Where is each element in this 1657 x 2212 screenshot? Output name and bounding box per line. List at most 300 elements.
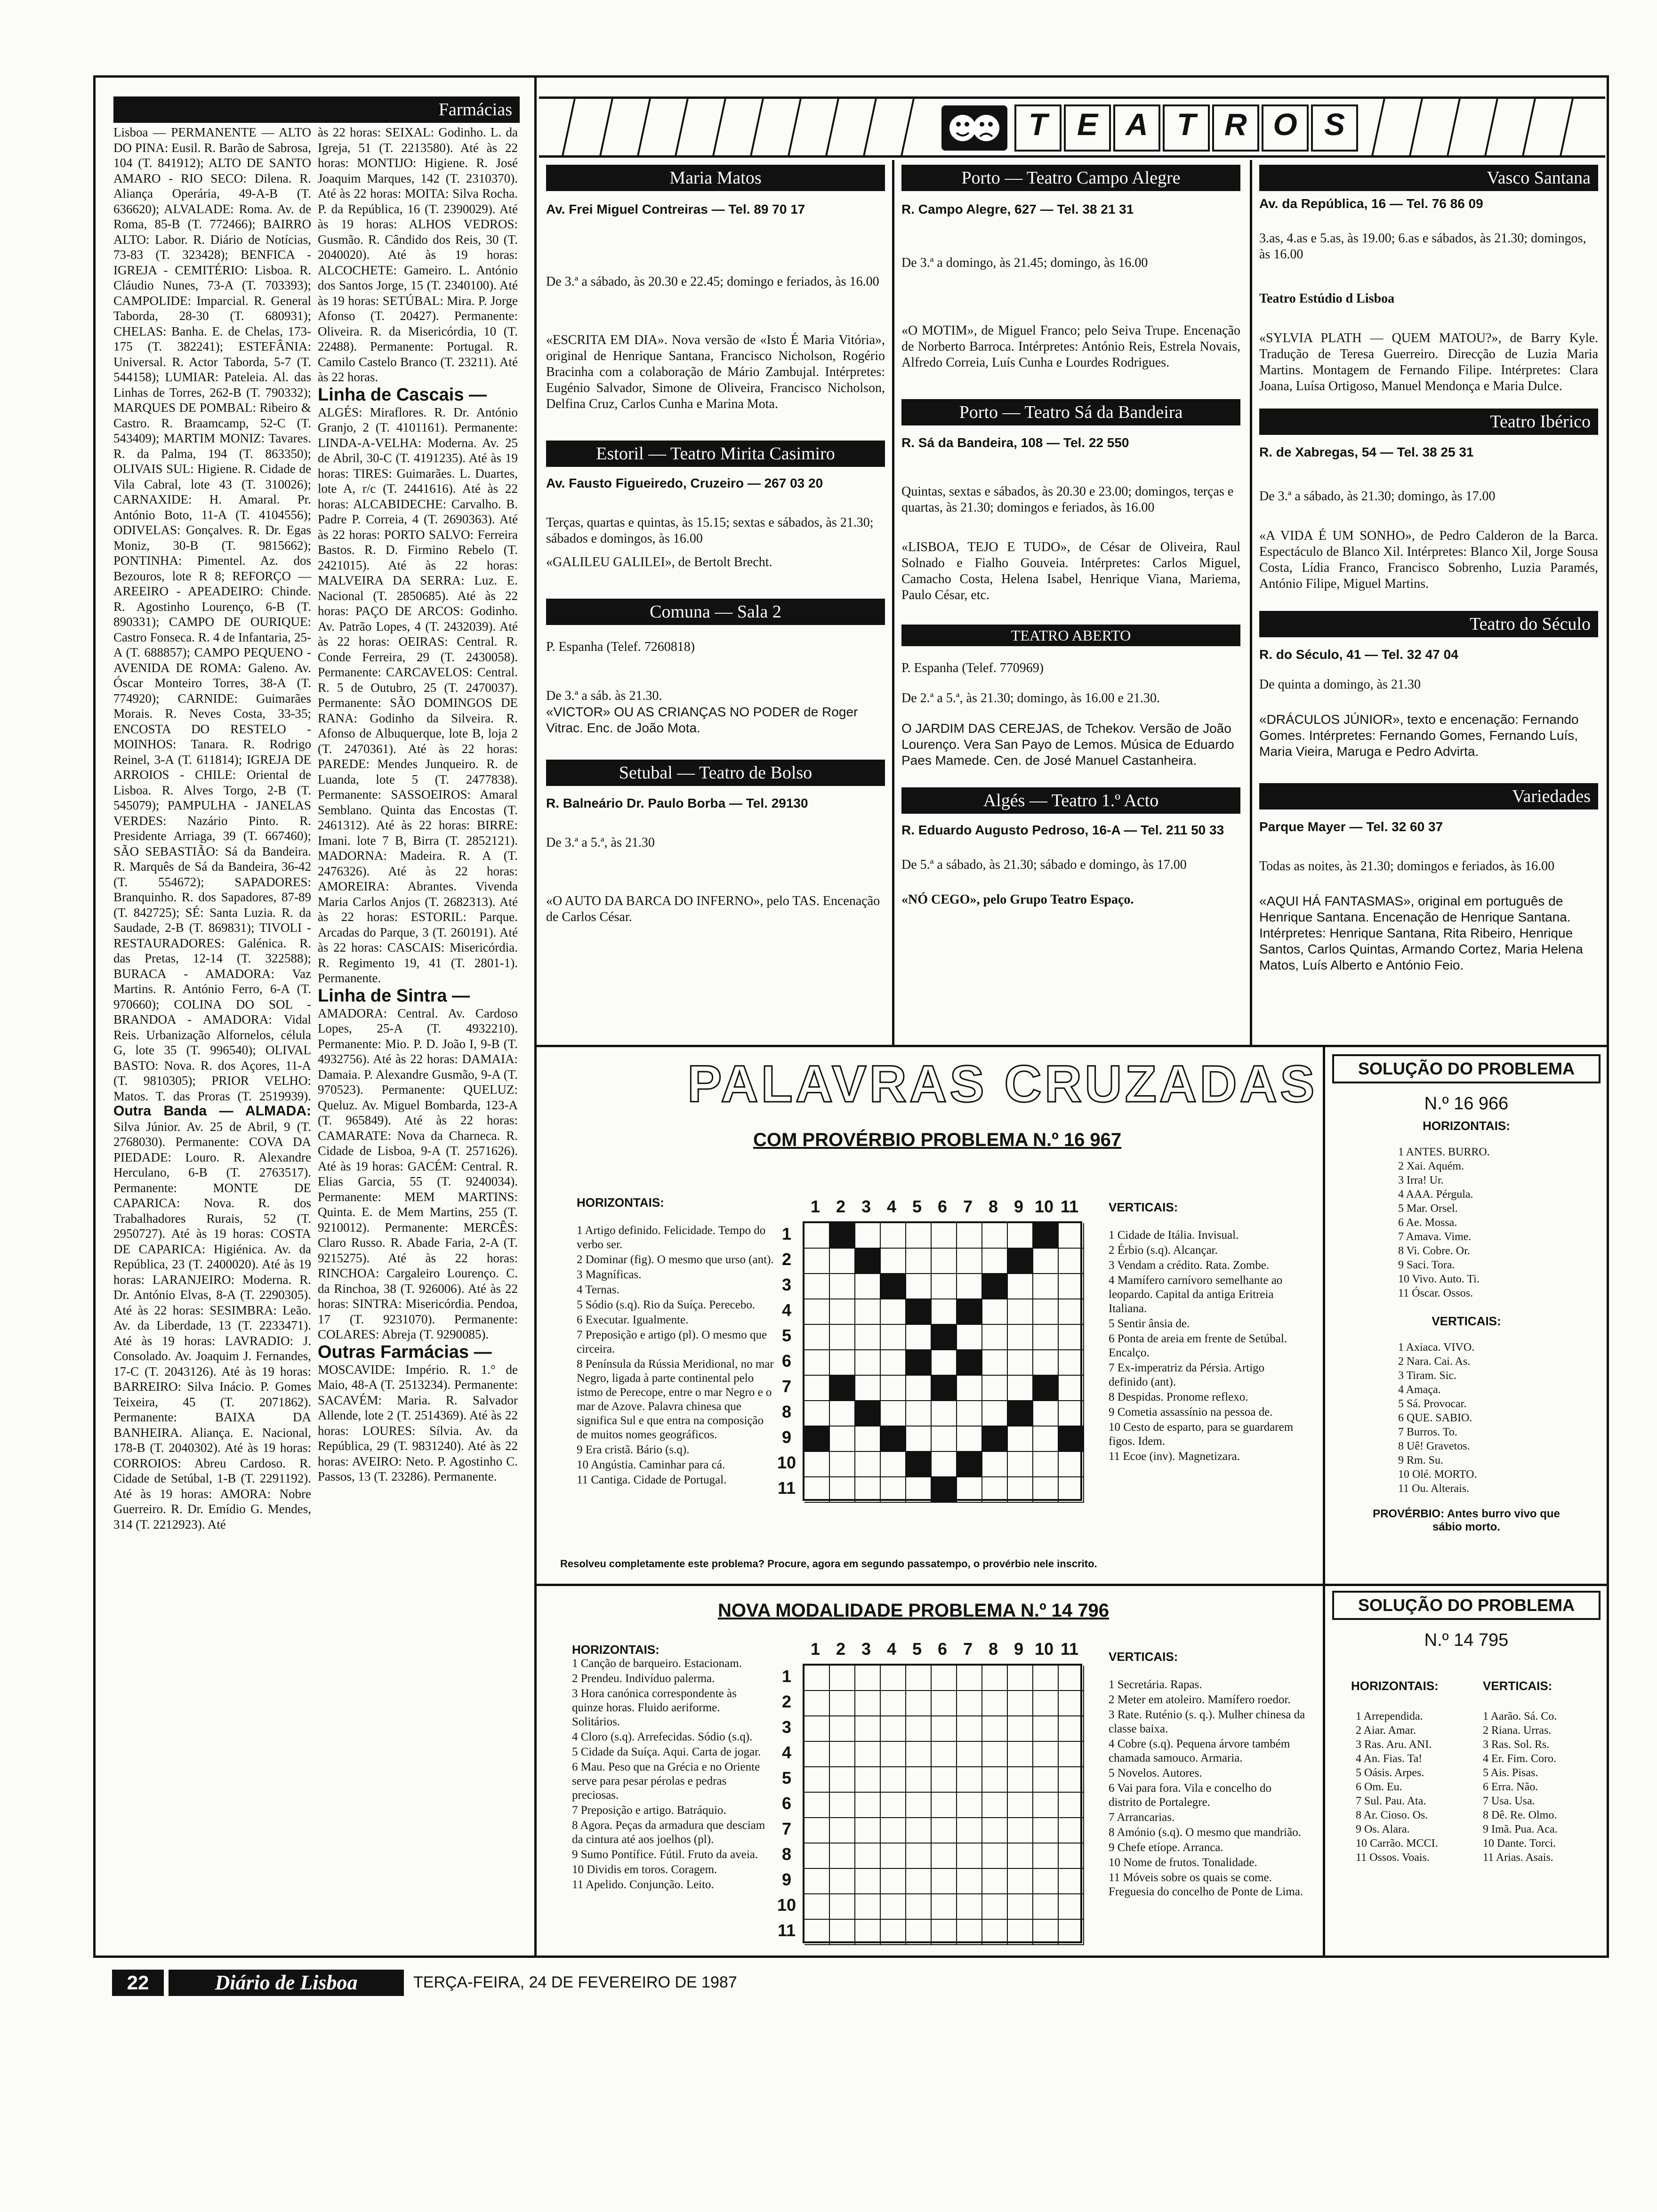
grid-cell[interactable]: [906, 1376, 932, 1401]
grid-cell[interactable]: [804, 1920, 830, 1945]
grid-cell[interactable]: [957, 1427, 982, 1452]
grid-cell[interactable]: [906, 1666, 932, 1691]
grid-cell[interactable]: [982, 1818, 1008, 1843]
grid-cell[interactable]: [1033, 1691, 1059, 1716]
grid-cell[interactable]: [1033, 1325, 1059, 1350]
grid-cell[interactable]: [830, 1894, 855, 1920]
grid-cell[interactable]: [1033, 1818, 1059, 1843]
grid-cell[interactable]: [957, 1920, 982, 1945]
grid-cell[interactable]: [1059, 1716, 1084, 1742]
grid-cell[interactable]: [855, 1742, 881, 1767]
teatros-letter: S: [1311, 104, 1358, 152]
grid-cell[interactable]: [830, 1742, 855, 1767]
grid-cell[interactable]: [906, 1477, 932, 1503]
grid-cell[interactable]: [1059, 1401, 1084, 1427]
grid-cell[interactable]: [830, 1427, 855, 1452]
grid-cell[interactable]: [1008, 1274, 1033, 1299]
row-number: 11: [777, 1921, 796, 1940]
outra-banda-text: Silva Júnior. Av. 25 de Abril, 9 (T. 2768030). Permanente: COVA DA PIEDADE: Louro. R. Alexandre Herculano, 6-B (T. 2763517). Permanente: MONTE DE CAPARICA: Nova. R. dos Trabalhadores Rurais, 52 (T. 2950727). Até às 19 horas: COSTA DE CAPARICA: Higiénica. Av. da República, 23 (T. 2400020). Até às 19 horas: LARANJEIRO: Moderna. R. Dr. António Elvas, 8-A (T. 2290305). Até às 22 horas: SESIMBRA: Leão. Av. da Liberdade, 13 (T. 2233471). Até às 19 horas: LAVRADIO: J. Consolado. Av. Joaquim J. Fernandes, 17-C (T. 2043126). Até às 19 horas: BARREIRO: Silva Inácio. P. Gomes Teixeira, 45 (T. 2071862). Permanente: BAIXA DA BANHEIRA. Aliança. E. Nacional, 178-B (T. 2040302). Até às 19 horas: CORROIOS: Abreu Cardoso. R. Cidade de Setúbal, 1-B (T. 2291192). Até às 19 horas: AMORA: Nobre Guerreiro. R. Dr. Emídio G. Mendes, 314 (T. 2212923). Até: [113, 1119, 311, 1531]
grid-black-cell: [957, 1452, 982, 1477]
grid-cell[interactable]: [881, 1793, 906, 1818]
grid-cell[interactable]: [804, 1716, 830, 1742]
grid-cell[interactable]: [982, 1376, 1008, 1401]
grid-cell[interactable]: [855, 1818, 881, 1843]
grid-cell[interactable]: [855, 1452, 881, 1477]
clue: 2 Meter em atoleiro. Mamífero roedor.: [1109, 1693, 1291, 1706]
grid-cell[interactable]: [1008, 1691, 1033, 1716]
variedades-title: Variedades: [1259, 783, 1598, 809]
grid-cell[interactable]: [1033, 1793, 1059, 1818]
grid-cell[interactable]: [855, 1350, 881, 1376]
grid-cell[interactable]: [804, 1767, 830, 1793]
grid-cell[interactable]: [906, 1843, 932, 1869]
grid-black-cell: [906, 1452, 932, 1477]
grid-cell[interactable]: [932, 1767, 957, 1793]
grid-cell[interactable]: [1059, 1894, 1084, 1920]
solution2-number: N.º 14 795: [1424, 1630, 1509, 1650]
grid-cell[interactable]: [1033, 1869, 1059, 1894]
grid-cell[interactable]: [1033, 1452, 1059, 1477]
grid-black-cell: [1008, 1249, 1033, 1274]
grid-black-cell: [1033, 1223, 1059, 1249]
row-number: 5: [781, 1326, 792, 1345]
clue: 3 Rate. Ruténio (s. q.). Mulher chinesa da classe baixa.: [1109, 1708, 1305, 1735]
grid-cell[interactable]: [1059, 1274, 1084, 1299]
grid-cell[interactable]: [855, 1274, 881, 1299]
grid-cell[interactable]: [982, 1691, 1008, 1716]
grid-cell[interactable]: [881, 1691, 906, 1716]
grid-cell[interactable]: [1059, 1793, 1084, 1818]
grid-cell[interactable]: [1033, 1299, 1059, 1325]
solution-line: 10 Vivo. Auto. Ti.: [1398, 1273, 1480, 1285]
solution1-title: SOLUÇÃO DO PROBLEMA: [1332, 1054, 1601, 1083]
solution-line: 7 Usa. Usa.: [1483, 1795, 1535, 1807]
grid-cell[interactable]: [1059, 1325, 1084, 1350]
grid-cell[interactable]: [1033, 1249, 1059, 1274]
grid-cell[interactable]: [1008, 1920, 1033, 1945]
grid-cell[interactable]: [830, 1401, 855, 1427]
vasco-santana-title: Vasco Santana: [1259, 165, 1598, 191]
grid-cell[interactable]: [932, 1894, 957, 1920]
grid-cell[interactable]: [957, 1818, 982, 1843]
grid-cell[interactable]: [804, 1818, 830, 1843]
grid-cell[interactable]: [982, 1452, 1008, 1477]
grid-cell[interactable]: [830, 1920, 855, 1945]
farmacias-divider: [534, 75, 537, 1958]
p1-footer: Resolveu completamente este problema? Procure, agora em segundo passatempo, o provérbio nele inscrito.: [560, 1558, 1097, 1570]
grid-cell[interactable]: [804, 1691, 830, 1716]
grid-cell[interactable]: [855, 1869, 881, 1894]
grid-cell[interactable]: [830, 1843, 855, 1869]
grid-cell[interactable]: [1008, 1325, 1033, 1350]
grid-cell[interactable]: [1008, 1223, 1033, 1249]
grid-cell[interactable]: [906, 1920, 932, 1945]
grid-cell[interactable]: [932, 1666, 957, 1691]
grid-cell[interactable]: [957, 1274, 982, 1299]
grid-cell[interactable]: [1008, 1818, 1033, 1843]
grid-cell[interactable]: [804, 1223, 830, 1249]
p2-verticais-label: VERTICAIS:: [1109, 1650, 1178, 1664]
grid-cell[interactable]: [906, 1325, 932, 1350]
grid-cell[interactable]: [881, 1869, 906, 1894]
grid-cell[interactable]: [1033, 1274, 1059, 1299]
grid-cell[interactable]: [804, 1376, 830, 1401]
grid-cell[interactable]: [804, 1452, 830, 1477]
grid-cell[interactable]: [881, 1767, 906, 1793]
grid-cell[interactable]: [830, 1767, 855, 1793]
grid-black-cell: [804, 1427, 830, 1452]
grid-cell[interactable]: [804, 1894, 830, 1920]
clue: 11 Apelido. Conjunção. Leito.: [572, 1878, 714, 1891]
grid-cell[interactable]: [881, 1742, 906, 1767]
grid-cell[interactable]: [830, 1249, 855, 1274]
grid-cell[interactable]: [932, 1716, 957, 1742]
grid-cell[interactable]: [932, 1869, 957, 1894]
grid-cell[interactable]: [804, 1325, 830, 1350]
clue: 8 Península da Rússia Meridional, no mar Negro, ligada à parte continental pelo istmo de Perecope, entre o mar Negro e o mar de Azove. Palavra chinesa que significa Sul e que entra na composição de muitos nomes geográficos.: [577, 1358, 774, 1441]
grid-cell[interactable]: [1059, 1742, 1084, 1767]
solution-line: 10 Dante. Torci.: [1483, 1837, 1556, 1850]
grid-cell[interactable]: [932, 1274, 957, 1299]
grid-cell[interactable]: [932, 1920, 957, 1945]
column-number: 4: [886, 1197, 897, 1216]
column-number: 11: [1060, 1639, 1079, 1659]
grid-cell[interactable]: [932, 1401, 957, 1427]
row-number: 9: [781, 1427, 792, 1447]
grid-cell[interactable]: [957, 1666, 982, 1691]
grid-cell[interactable]: [957, 1894, 982, 1920]
grid-cell[interactable]: [932, 1249, 957, 1274]
solution-line: 6 Om. Eu.: [1356, 1781, 1402, 1793]
grid-cell[interactable]: [982, 1716, 1008, 1742]
grid-cell[interactable]: [804, 1274, 830, 1299]
grid-cell[interactable]: [855, 1894, 881, 1920]
grid-cell[interactable]: [804, 1299, 830, 1325]
grid-cell[interactable]: [932, 1427, 957, 1452]
grid-cell[interactable]: [982, 1401, 1008, 1427]
grid-cell[interactable]: [932, 1742, 957, 1767]
solution-line: 9 Imã. Pua. Aca.: [1483, 1823, 1558, 1835]
grid-cell[interactable]: [982, 1767, 1008, 1793]
grid-black-cell: [855, 1401, 881, 1427]
grid-cell[interactable]: [804, 1666, 830, 1691]
variedades-play: «AQUI HÁ FANTASMAS», original em português de Henrique Santana. Encenação de Henrique Santana. Intérpretes: Henrique Santana, Rita Ribeiro, Henrique Santos, Carlos Quintas, Armando Cortez, Maria Helena Matos, Luís Alberto e António Feio.: [1259, 894, 1583, 972]
grid-cell[interactable]: [1033, 1920, 1059, 1945]
grid-cell[interactable]: [982, 1793, 1008, 1818]
page-number: 22: [112, 1970, 164, 1996]
grid-cell[interactable]: [1059, 1691, 1084, 1716]
grid-black-cell: [1008, 1401, 1033, 1427]
grid-cell[interactable]: [1033, 1427, 1059, 1452]
seculo-hours: De quinta a domingo, às 21.30: [1259, 677, 1421, 692]
teatros-divider-2: [1250, 160, 1252, 1045]
grid-cell[interactable]: [957, 1716, 982, 1742]
grid-cell[interactable]: [855, 1767, 881, 1793]
column-number: 7: [963, 1197, 973, 1216]
newspaper-logo: Diário de Lisboa: [169, 1970, 404, 1996]
grid-cell[interactable]: [881, 1249, 906, 1274]
grid-cell[interactable]: [957, 1477, 982, 1503]
column-number: 2: [836, 1639, 846, 1659]
grid-cell[interactable]: [1059, 1767, 1084, 1793]
grid-cell[interactable]: [1008, 1894, 1033, 1920]
grid-cell[interactable]: [855, 1299, 881, 1325]
grid-cell[interactable]: [982, 1843, 1008, 1869]
grid-cell[interactable]: [957, 1869, 982, 1894]
grid-cell[interactable]: [855, 1691, 881, 1716]
grid-cell[interactable]: [1033, 1894, 1059, 1920]
clue: 8 Agora. Peças da armadura que desciam da cintura até aos joelhos (pl).: [572, 1819, 765, 1846]
grid-cell[interactable]: [957, 1843, 982, 1869]
grid-cell[interactable]: [830, 1452, 855, 1477]
grid-cell[interactable]: [906, 1742, 932, 1767]
grid-cell[interactable]: [1033, 1767, 1059, 1793]
grid-cell[interactable]: [855, 1376, 881, 1401]
grid-cell[interactable]: [1008, 1869, 1033, 1894]
grid-cell[interactable]: [906, 1818, 932, 1843]
grid-cell[interactable]: [830, 1666, 855, 1691]
clue: 2 Dominar (fig). O mesmo que urso (ant).: [577, 1253, 774, 1266]
grid-cell[interactable]: [1059, 1477, 1084, 1503]
grid-cell[interactable]: [1008, 1452, 1033, 1477]
grid-cell[interactable]: [830, 1325, 855, 1350]
grid-cell[interactable]: [881, 1716, 906, 1742]
clue: 8 Despidas. Pronome reflexo.: [1109, 1391, 1248, 1403]
grid-cell[interactable]: [881, 1843, 906, 1869]
grid-cell[interactable]: [932, 1223, 957, 1249]
footer: [93, 1970, 1411, 1998]
grid-cell[interactable]: [982, 1249, 1008, 1274]
grid-cell[interactable]: [855, 1477, 881, 1503]
grid-cell[interactable]: [804, 1843, 830, 1869]
grid-cell[interactable]: [855, 1716, 881, 1742]
grid-cell[interactable]: [957, 1376, 982, 1401]
grid-cell[interactable]: [855, 1325, 881, 1350]
grid-cell[interactable]: [1033, 1843, 1059, 1869]
grid-cell[interactable]: [906, 1793, 932, 1818]
grid-cell[interactable]: [881, 1818, 906, 1843]
grid-cell[interactable]: [932, 1691, 957, 1716]
grid-cell[interactable]: [982, 1325, 1008, 1350]
grid-cell[interactable]: [804, 1742, 830, 1767]
row-number: 6: [781, 1351, 792, 1370]
grid-cell[interactable]: [1008, 1299, 1033, 1325]
solution-line: 11 Ou. Alterais.: [1398, 1483, 1470, 1495]
grid-cell[interactable]: [957, 1691, 982, 1716]
grid-cell[interactable]: [881, 1452, 906, 1477]
grid-cell[interactable]: [1033, 1716, 1059, 1742]
solution1-proverb: PROVÉRBIO: Antes burro vivo que sábio morto.: [1373, 1507, 1560, 1533]
grid-cell[interactable]: [881, 1401, 906, 1427]
grid-cell[interactable]: [982, 1477, 1008, 1503]
grid-cell[interactable]: [1059, 1869, 1084, 1894]
solution-line: 4 An. Fias. Ta!: [1356, 1753, 1423, 1765]
grid-cell[interactable]: [830, 1299, 855, 1325]
alges-hours: De 5.ª a sábado, às 21.30; sábado e domingo, às 17.00: [901, 858, 1187, 872]
comuna-address: P. Espanha (Telef. 7260818): [546, 640, 695, 654]
grid-cell[interactable]: [906, 1223, 932, 1249]
p2-verticais-clues: [1109, 1678, 1306, 1900]
linha-cascais-title: Linha de Cascais —: [318, 385, 487, 405]
grid-cell[interactable]: [906, 1274, 932, 1299]
grid-cell[interactable]: [804, 1793, 830, 1818]
grid-cell[interactable]: [855, 1843, 881, 1869]
grid-cell[interactable]: [1059, 1249, 1084, 1274]
grid-cell[interactable]: [804, 1249, 830, 1274]
grid-cell[interactable]: [982, 1869, 1008, 1894]
grid-cell[interactable]: [932, 1350, 957, 1376]
grid-cell[interactable]: [855, 1223, 881, 1249]
farmacias-title: Farmácias: [113, 96, 520, 123]
solution2-title: SOLUÇÃO DO PROBLEMA: [1332, 1591, 1601, 1620]
grid-cell[interactable]: [1008, 1742, 1033, 1767]
grid-cell[interactable]: [957, 1742, 982, 1767]
grid-cell[interactable]: [982, 1350, 1008, 1376]
farmacias-col2: [318, 125, 518, 1484]
column-number: 9: [1014, 1197, 1024, 1216]
grid-cell[interactable]: [881, 1376, 906, 1401]
grid-cell[interactable]: [1008, 1666, 1033, 1691]
solution-line: 2 Aiar. Amar.: [1356, 1724, 1416, 1737]
grid-cell[interactable]: [957, 1401, 982, 1427]
column-number: 5: [912, 1639, 922, 1659]
grid-cell[interactable]: [1059, 1452, 1084, 1477]
grid-cell[interactable]: [881, 1894, 906, 1920]
grid-cell[interactable]: [932, 1793, 957, 1818]
grid-cell[interactable]: [906, 1401, 932, 1427]
grid-cell[interactable]: [1008, 1716, 1033, 1742]
grid-cell[interactable]: [906, 1691, 932, 1716]
grid-cell[interactable]: [932, 1299, 957, 1325]
grid-cell[interactable]: [830, 1691, 855, 1716]
solution-line: 6 Erra. Não.: [1483, 1781, 1538, 1793]
grid-cell[interactable]: [1008, 1427, 1033, 1452]
row-number: 11: [777, 1478, 796, 1498]
clue: 1 Artigo definido. Felicidade. Tempo do verbo ser.: [577, 1224, 766, 1251]
column-number: 1: [810, 1197, 820, 1216]
grid-cell[interactable]: [881, 1350, 906, 1376]
grid-cell[interactable]: [1059, 1223, 1084, 1249]
grid-cell[interactable]: [855, 1666, 881, 1691]
grid-cell[interactable]: [957, 1767, 982, 1793]
grid-cell[interactable]: [932, 1452, 957, 1477]
grid-cell[interactable]: [881, 1325, 906, 1350]
vasco-santana-play: «SYLVIA PLATH — QUEM MATOU?», de Barry Kyle. Tradução de Teresa Guerreiro. Direcção de Luzia Maria Martins. Montagem de Fernando Filipe. Intérpretes: Clara Joana, Luísa Ortigoso, Manuel Mendonça e Maria Dulce.: [1259, 331, 1598, 393]
grid-cell[interactable]: [957, 1325, 982, 1350]
grid-cell[interactable]: [906, 1249, 932, 1274]
grid-cell[interactable]: [1033, 1666, 1059, 1691]
issue-date: TERÇA-FEIRA, 24 DE FEVEREIRO DE 1987: [413, 1973, 737, 1991]
grid-cell[interactable]: [1008, 1793, 1033, 1818]
grid-black-cell: [906, 1299, 932, 1325]
grid-cell[interactable]: [1033, 1350, 1059, 1376]
teatros-banner: [539, 96, 1605, 158]
grid-cell[interactable]: [830, 1477, 855, 1503]
grid-black-cell: [932, 1325, 957, 1350]
grid-black-cell: [830, 1376, 855, 1401]
grid-cell[interactable]: [982, 1920, 1008, 1945]
clue: 3 Hora canónica correspondente às quinze horas. Fluido aeriforme. Solitários.: [572, 1687, 737, 1728]
clue: 9 Cometia assassínio na pessoa de.: [1109, 1406, 1273, 1419]
grid-cell[interactable]: [881, 1666, 906, 1691]
grid-cell[interactable]: [1033, 1477, 1059, 1503]
grid-cell[interactable]: [906, 1427, 932, 1452]
grid-cell[interactable]: [982, 1223, 1008, 1249]
grid-cell[interactable]: [1059, 1299, 1084, 1325]
row-number: 7: [781, 1819, 792, 1838]
grid-cell[interactable]: [830, 1818, 855, 1843]
grid-cell[interactable]: [1059, 1818, 1084, 1843]
column-number: 3: [861, 1639, 871, 1659]
grid-cell[interactable]: [881, 1920, 906, 1945]
column-number: 6: [937, 1639, 948, 1659]
row-number: 5: [781, 1768, 792, 1787]
grid-cell[interactable]: [881, 1223, 906, 1249]
grid-cell[interactable]: [906, 1716, 932, 1742]
grid-cell[interactable]: [830, 1274, 855, 1299]
grid-cell[interactable]: [906, 1869, 932, 1894]
comuna-title: Comuna — Sala 2: [546, 599, 885, 625]
grid-cell[interactable]: [855, 1793, 881, 1818]
grid-cell[interactable]: [1033, 1742, 1059, 1767]
grid-cell[interactable]: [830, 1350, 855, 1376]
grid-cell[interactable]: [1008, 1350, 1033, 1376]
grid-cell[interactable]: [982, 1666, 1008, 1691]
grid-cell[interactable]: [881, 1299, 906, 1325]
grid-cell[interactable]: [957, 1223, 982, 1249]
grid-cell[interactable]: [982, 1742, 1008, 1767]
row-number: 2: [781, 1250, 792, 1269]
grid-cell[interactable]: [830, 1716, 855, 1742]
grid-cell[interactable]: [1059, 1843, 1084, 1869]
grid-cell[interactable]: [932, 1843, 957, 1869]
solution-line: 1 Axiaca. VIVO.: [1398, 1341, 1475, 1354]
grid-cell[interactable]: [830, 1869, 855, 1894]
column-number: 7: [963, 1639, 973, 1659]
grid-cell[interactable]: [1059, 1350, 1084, 1376]
grid-cell[interactable]: [804, 1401, 830, 1427]
clue: 5 Novelos. Autores.: [1109, 1767, 1202, 1779]
grid-cell[interactable]: [1008, 1767, 1033, 1793]
grid-cell[interactable]: [982, 1894, 1008, 1920]
grid-cell[interactable]: [855, 1427, 881, 1452]
clue: 11 Ecoe (inv). Magnetizara.: [1109, 1450, 1240, 1463]
grid-cell[interactable]: [1008, 1477, 1033, 1503]
grid-cell[interactable]: [1008, 1376, 1033, 1401]
grid-cell[interactable]: [1059, 1666, 1084, 1691]
grid-cell[interactable]: [1008, 1843, 1033, 1869]
grid-cell[interactable]: [804, 1869, 830, 1894]
grid-cell[interactable]: [1059, 1376, 1084, 1401]
grid-cell[interactable]: [804, 1477, 830, 1503]
grid-cell[interactable]: [855, 1920, 881, 1945]
solution1-v: [1398, 1341, 1601, 1495]
grid-cell[interactable]: [932, 1818, 957, 1843]
p1-horizontais-label: HORIZONTAIS:: [577, 1195, 664, 1210]
grid-cell[interactable]: [804, 1350, 830, 1376]
grid-cell[interactable]: [982, 1299, 1008, 1325]
grid-cell[interactable]: [830, 1793, 855, 1818]
grid-cell[interactable]: [957, 1793, 982, 1818]
clue: 7 Ex-imperatriz da Pérsia. Artigo definido (ant).: [1109, 1362, 1265, 1388]
grid-cell[interactable]: [906, 1767, 932, 1793]
grid-cell[interactable]: [906, 1894, 932, 1920]
grid-cell[interactable]: [881, 1477, 906, 1503]
grid-cell[interactable]: [1033, 1401, 1059, 1427]
campo-alegre-address: R. Campo Alegre, 627 — Tel. 38 21 31: [901, 202, 1134, 216]
grid-cell[interactable]: [1059, 1920, 1084, 1945]
grid-cell[interactable]: [957, 1249, 982, 1274]
